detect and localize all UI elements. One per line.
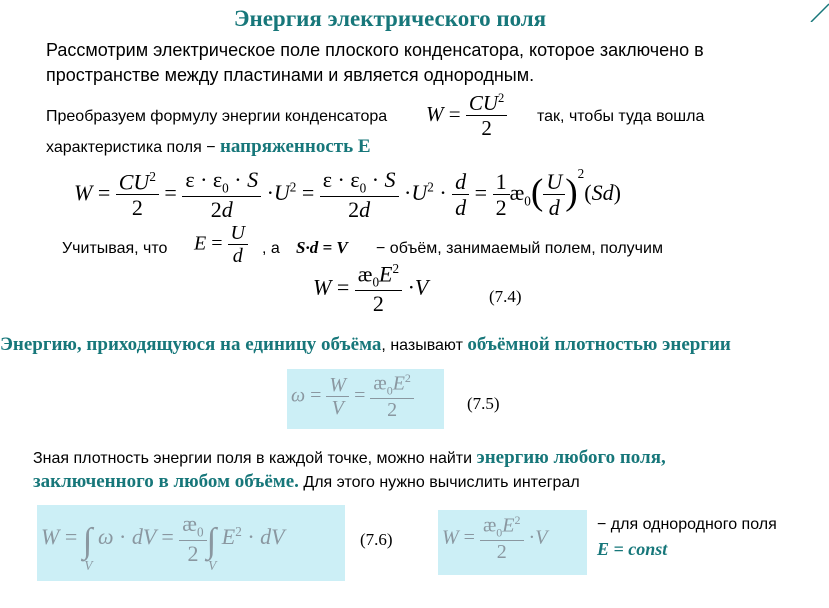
any-field-energy-highlight: энергию любого поля, bbox=[476, 447, 666, 468]
formula-7-5: ω = $\frac{W}{V}$ = $\frac{æ_0E^2}{2}$ bbox=[291, 372, 414, 422]
field-strength-highlight: напряженность Е bbox=[219, 136, 371, 157]
formula-w-cu2: W = $\frac{CU^2}{2}$ bbox=[426, 92, 507, 140]
density-line bbox=[0, 334, 731, 356]
equation-number-7-5: (7.5) bbox=[467, 394, 500, 413]
knowing-line-2 bbox=[33, 471, 580, 493]
uniform-field-text: − для однородного поля bbox=[597, 516, 777, 533]
page-title: Энергия электрического поля bbox=[233, 6, 547, 31]
corner-decoration bbox=[807, 0, 829, 22]
transform-text-before: Преобразуем формулу энергии конденсатора bbox=[46, 108, 388, 125]
knowing-text-1: Зная плотность энергии поля в каждой точке, можно найти bbox=[33, 450, 477, 467]
equation-number-7-6: (7.6) bbox=[360, 530, 393, 549]
considering-text-3: − объём, занимаемый полем, получим bbox=[376, 240, 663, 257]
transform-text-after: так, чтобы туда вошла bbox=[537, 108, 705, 125]
formula-7-6: $W = \int_V$ ω · dV = $\frac{æ_0}{2}$ $\int_V$ $E^2$ · dV bbox=[41, 511, 285, 574]
formula-7-4: W = $\frac{æ_0E^2}{2}$ ·V bbox=[313, 261, 429, 317]
knowing-line-1 bbox=[33, 447, 666, 469]
formula-derivation: W = $\frac{CU^2}{2}$ = $\frac{\varepsilon \cdot \varepsilon_0 \cdot S}{2d}$ $\cdot U^2$ = $\frac{\varepsilon \cdot \varepsilon_0 \cdot S}{2d}$ $\cdot U^2$ · $\frac{d}{d}$ = $\frac{1}{2}$ $æ_0$( $\frac{U}{d}$ )$^2$(Sd) bbox=[74, 166, 621, 222]
transform-line-2 bbox=[46, 136, 371, 158]
sd-equals-v: S·d = V bbox=[296, 238, 348, 257]
equation-number-7-4: (7.4) bbox=[489, 287, 522, 306]
knowing-text-rest: Для этого нужно вычислить интеграл bbox=[298, 474, 580, 491]
volume-density-highlight: объёмной плотностью энергии bbox=[467, 334, 731, 355]
formula-uniform: W = $\frac{æ_0E^2}{2}$ ·V bbox=[442, 513, 548, 563]
any-volume-highlight: заключенного в любом объёме. bbox=[33, 471, 299, 492]
intro-line-2: пространстве между пластинами и является однородным. bbox=[46, 65, 535, 85]
e-const: E = const bbox=[597, 539, 668, 559]
considering-text-1: Учитывая, что bbox=[62, 240, 168, 257]
density-middle-text: , называют bbox=[381, 337, 468, 354]
considering-text-2: , а bbox=[262, 240, 280, 257]
intro-line-1: Рассмотрим электрическое поле плоского конденсатора, которое заключено в bbox=[46, 40, 704, 60]
energy-per-volume-highlight: Энергию, приходящуюся на единицу объёма bbox=[0, 334, 382, 355]
transform-text-2: характеристика поля − bbox=[46, 139, 220, 156]
formula-e-u-d: E = $\frac{U}{d}$ bbox=[194, 222, 248, 268]
